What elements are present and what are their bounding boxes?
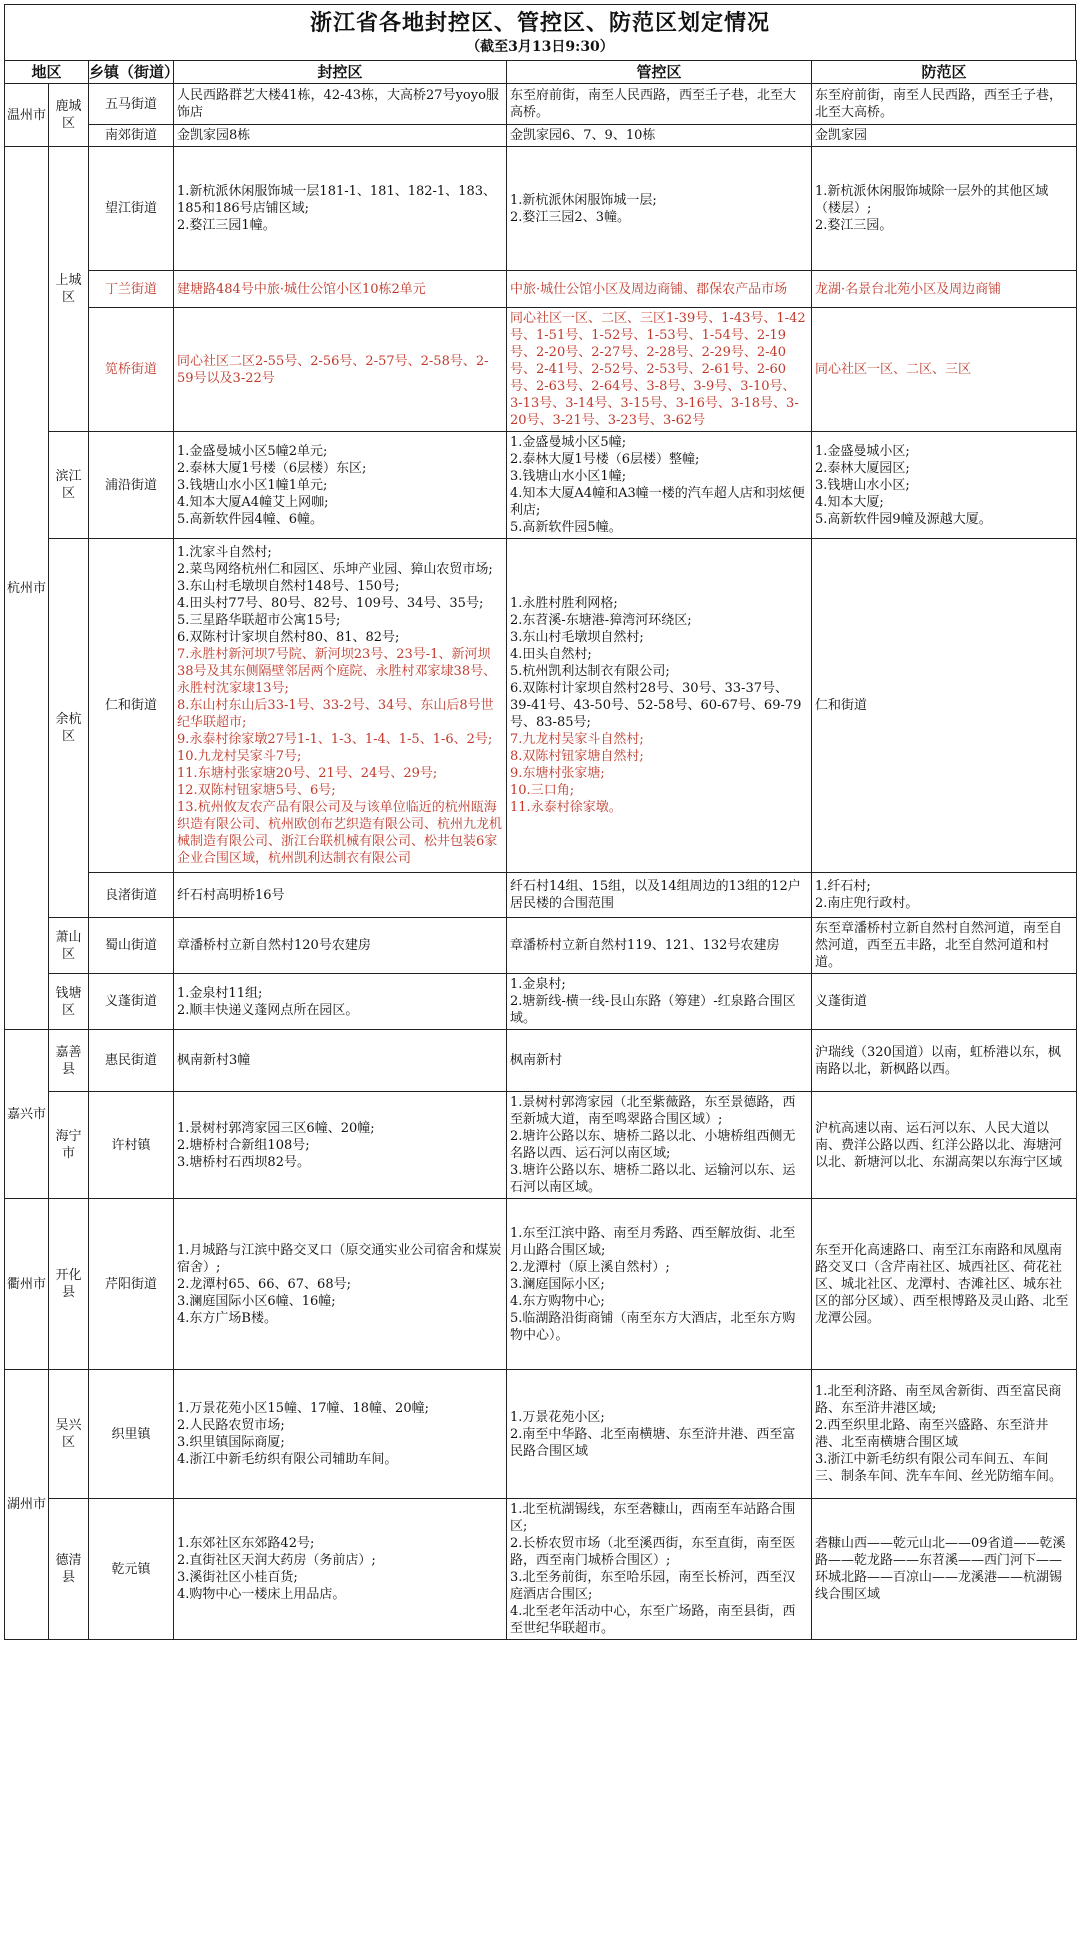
zone-line: 3.东山村毛墩坝自然村; (510, 630, 644, 645)
guankong-cell (507, 539, 812, 873)
zone-line: 4.知本大厦A4幢和A3幢一楼的汽车超人店和羽炫便利店; (510, 486, 805, 518)
town-cell: 五马街道 (89, 84, 174, 125)
zone-line: 2.西至织里北路、南至兴盛路、东至浒井港、北至南横塘合围区域 (815, 1418, 1049, 1450)
zone-line: 6.双陈村计家坝自然村28号、30号、33-37号、39-41号、43-50号、52-58号、60-67号、69-79号、83-85号; (510, 681, 802, 730)
zone-line: 人民西路群艺大楼41栋，42-43栋，大高桥27号yoyo服饰店 (177, 88, 499, 120)
zone-line: 1.金盛曼城小区5幢; (510, 435, 627, 450)
zone-line: 2.婺江三园1幢。 (177, 218, 276, 233)
zone-line: 2.直街社区天润大药房（务前店）; (177, 1553, 376, 1568)
city-cell: 衢州市 (5, 1199, 49, 1370)
zone-line: 章潘桥村立新自然村119、121、132号农建房 (510, 938, 780, 953)
zone-line: 1.东郊社区东郊路42号; (177, 1536, 315, 1551)
header-region: 地区 (5, 61, 89, 84)
table-row (5, 84, 1077, 125)
guankong-cell (507, 1199, 812, 1370)
zone-line: 1.北至杭湖锡线，东至砻糠山，西南至车站路合围区; (510, 1502, 796, 1534)
table-row (5, 539, 1077, 873)
zone-line: 10.三口角; (510, 783, 575, 798)
table-row (5, 125, 1077, 147)
guankong-cell (507, 432, 812, 539)
zone-line: 4.东方购物中心; (510, 1293, 605, 1309)
fangfan-cell (812, 1199, 1077, 1370)
zone-line: 3.东山村毛墩坝自然村148号、150号; (177, 579, 400, 594)
fengkong-cell (174, 1370, 507, 1499)
fangfan-cell (812, 1092, 1077, 1199)
fengkong-cell (174, 918, 507, 974)
city-cell: 温州市 (5, 84, 49, 147)
zone-line: 2.塘新线-横一线-艮山东路（筹建）-红泉路合围区域。 (510, 994, 796, 1026)
fangfan-cell (812, 539, 1077, 873)
zone-line: 2.东苕溪-东塘港-獐湾河环绕区; (510, 613, 692, 628)
table-row (5, 1499, 1077, 1640)
fengkong-cell (174, 432, 507, 539)
zone-line: 5.高新软件园9幢及源越大厦。 (815, 511, 992, 527)
guankong-cell (507, 1030, 812, 1092)
zone-line: 11.东塘村张家塘20号、21号、24号、29号; (177, 766, 438, 781)
zone-line: 1.月城路与江滨中路交叉口（原交通实业公司宿舍和煤炭宿舍）; (177, 1242, 502, 1275)
zone-line: 1.纤石村; (815, 879, 871, 894)
town-cell: 乾元镇 (89, 1499, 174, 1640)
guankong-cell (507, 918, 812, 974)
zone-line: 4.北至老年活动中心，东至广场路，南至县街，西至世纪华联超市。 (510, 1604, 796, 1636)
zone-line: 3.钱塘山水小区; (815, 477, 910, 493)
zone-line: 龙湖·名景台北苑小区及周边商铺 (815, 281, 1002, 297)
zone-line: 1.景树村郭湾家园三区6幢、20幢; (177, 1120, 375, 1136)
header-fengkong: 封控区 (174, 61, 507, 84)
zone-line: 纤石村高明桥16号 (177, 887, 285, 903)
district-cell: 滨江区 (49, 432, 89, 539)
town-cell: 浦沿街道 (89, 432, 174, 539)
zone-line: 3.浙江中新毛纺织有限公司车间五、车间三、制条车间、洗车车间、丝光防缩车间。 (815, 1452, 1063, 1484)
zone-line: 东至开化高速路口、南至江东南路和凤凰南路交叉口（含芹南社区、城西社区、荷花社区、城北社区、龙潭村、杏滩社区、城东社区的部分区域）、西至根博路及灵山路、北至龙潭公园。 (815, 1242, 1069, 1326)
town-cell: 丁兰街道 (89, 271, 174, 308)
city-cell: 嘉兴市 (5, 1030, 49, 1199)
table-row (5, 1199, 1077, 1370)
zone-line: 4.田头自然村; (510, 647, 592, 662)
zone-line: 枫南新村3幢 (177, 1053, 251, 1068)
zone-line: 金凯家园8栋 (177, 128, 251, 143)
table-header-row (5, 61, 1077, 84)
town-cell: 笕桥街道 (89, 308, 174, 432)
zone-line: 7.九龙村吴家斗自然村; (510, 732, 644, 747)
header-town: 乡镇（街道） (89, 61, 174, 84)
district-cell: 德清县 (49, 1499, 89, 1640)
zone-line: 8.东山村东山后33-1号、33-2号、34号、东山后8号世纪华联超市; (177, 698, 494, 730)
zone-line: 3.塘许公路以东、塘桥二路以北、运输河以东、运石河以南区域。 (510, 1163, 796, 1195)
district-cell: 鹿城区 (49, 84, 89, 147)
zone-line: 2.婺江三园2、3幢。 (510, 209, 630, 225)
table-row (5, 1030, 1077, 1092)
zone-line: 1.新杭派休闲服饰城一层181-1、181、182-1、183、185和186号店铺区域; (177, 184, 496, 216)
fengkong-cell (174, 125, 507, 147)
fangfan-cell (812, 125, 1077, 147)
district-cell: 余杭区 (49, 539, 89, 918)
zone-line: 沪杭高速以南、运石河以东、人民大道以南、费洋公路以西、红洋公路以北、海塘河以北、新塘河以北、东湖高架以东海宁区域 (815, 1120, 1063, 1170)
town-cell: 织里镇 (89, 1370, 174, 1499)
zone-line: 1.金盛曼城小区; (815, 443, 910, 459)
town-cell: 南郊街道 (89, 125, 174, 147)
zone-line: 3.钱塘山水小区1幢; (510, 469, 627, 484)
fengkong-cell (174, 308, 507, 432)
table-row (5, 147, 1077, 271)
table-row (5, 1092, 1077, 1199)
fangfan-cell (812, 873, 1077, 918)
zone-line: 建塘路484号中旅·城仕公馆小区10栋2单元 (177, 281, 426, 297)
zone-line: 同心社区一区、二区、三区 (815, 362, 972, 377)
fangfan-cell (812, 84, 1077, 125)
zone-line: 1.金盛曼城小区5幢2单元; (177, 443, 328, 459)
zone-line: 8.双陈村钮家塘自然村; (510, 749, 644, 764)
town-cell: 惠民街道 (89, 1030, 174, 1092)
fengkong-cell (174, 271, 507, 308)
guankong-cell (507, 271, 812, 308)
city-cell: 湖州市 (5, 1370, 49, 1640)
fangfan-cell (812, 974, 1077, 1030)
document-sheet (4, 4, 1076, 1640)
zone-line: 5.高新软件园5幢。 (510, 520, 622, 535)
guankong-cell (507, 1499, 812, 1640)
zone-line: 3.塘桥村石西坝82号。 (177, 1154, 310, 1170)
town-cell: 芹阳街道 (89, 1199, 174, 1370)
zone-line: 1.新杭派休闲服饰城一层; (510, 192, 657, 208)
fengkong-cell (174, 1199, 507, 1370)
table-row (5, 1370, 1077, 1499)
zone-line: 东至府前街，南至人民西路，西至壬子巷，北至大高桥。 (510, 88, 797, 120)
zone-line: 2.菜鸟网络杭州仁和园区、乐坤产业园、獐山农贸市场; (177, 562, 493, 577)
town-cell: 许村镇 (89, 1092, 174, 1199)
table-row (5, 271, 1077, 308)
fengkong-cell (174, 1092, 507, 1199)
zone-table (4, 60, 1077, 1640)
zone-line: 2.塘桥村合新组108号; (177, 1137, 310, 1153)
header-fangfan: 防范区 (812, 61, 1077, 84)
zone-line: 2.泰林大厦园区; (815, 460, 910, 476)
zone-line: 5.高新软件园4幢、6幢。 (177, 511, 323, 527)
table-row (5, 308, 1077, 432)
zone-line: 5.三星路华联超市公寓15号; (177, 613, 341, 628)
zone-line: 1.北至利济路、南至凤舍新街、西至富民商路、东至浒井港区域; (815, 1384, 1062, 1416)
zone-line: 1.万景花苑小区; (510, 1409, 605, 1425)
zone-line: 3.织里镇国际商厦; (177, 1435, 285, 1450)
zone-line: 沪瑞线（320国道）以南，虹桥港以东，枫南路以北，新枫路以西。 (815, 1044, 1061, 1077)
town-cell: 义蓬街道 (89, 974, 174, 1030)
zone-line: 2.龙潭村65、66、67、68号; (177, 1276, 351, 1292)
zone-line: 枫南新村 (510, 1053, 563, 1068)
guankong-cell (507, 84, 812, 125)
zone-line: 3.澜庭国际小区6幢、16幢; (177, 1293, 336, 1309)
town-cell: 仁和街道 (89, 539, 174, 873)
zone-line: 中旅·城仕公馆小区及周边商铺、郡保农产品市场 (510, 281, 788, 297)
guankong-cell (507, 147, 812, 271)
fengkong-cell (174, 147, 507, 271)
zone-line: 4.知本大厦; (815, 494, 884, 510)
title-box (4, 4, 1076, 60)
guankong-cell (507, 1370, 812, 1499)
town-cell: 蜀山街道 (89, 918, 174, 974)
zone-line: 4.购物中心一楼床上用品店。 (177, 1587, 346, 1602)
zone-line: 2.泰林大厦1号楼（6层楼）东区; (177, 460, 367, 476)
table-row (5, 918, 1077, 974)
zone-line: 金凯家园6、7、9、10栋 (510, 128, 656, 143)
zone-line: 仁和街道 (815, 698, 868, 713)
fangfan-cell (812, 1370, 1077, 1499)
zone-line: 1.万景花苑小区15幢、17幢、18幢、20幢; (177, 1401, 429, 1416)
fengkong-cell (174, 1499, 507, 1640)
guankong-cell (507, 873, 812, 918)
zone-line: 1.东至江滨中路、南至月秀路、西至解放街、北至月山路合围区域; (510, 1225, 796, 1258)
fengkong-cell (174, 873, 507, 918)
zone-line: 1.沈家斗自然村; (177, 545, 272, 560)
zone-line: 3.北至务前街，东至哈乐园，南至长桥河，西至汉庭酒店合围区; (510, 1570, 796, 1602)
zone-line: 2.南至中华路、北至南横塘、东至浒井港、西至富民路合围区域 (510, 1426, 796, 1459)
zone-line: 4.知本大厦A4幢艾上网咖; (177, 494, 329, 510)
zone-line: 金凯家园 (815, 128, 868, 143)
district-cell: 钱塘区 (49, 974, 89, 1030)
town-cell: 望江街道 (89, 147, 174, 271)
district-cell: 嘉善县 (49, 1030, 89, 1092)
page-subtitle: （截至3月13日9:30） (466, 39, 614, 55)
page-title: 浙江省各地封控区、管控区、防范区划定情况 (309, 10, 770, 36)
fangfan-cell (812, 918, 1077, 974)
zone-line: 3.钱塘山水小区1幢1单元; (177, 477, 328, 493)
zone-line: 2.顺丰快递义蓬网点所在园区。 (177, 1002, 359, 1018)
zone-line: 1.金泉村11组; (177, 985, 263, 1001)
table-row (5, 432, 1077, 539)
zone-line: 2.塘许公路以东、塘桥二路以北、小塘桥组西侧无名路以西、运石河以南区域; (510, 1129, 796, 1161)
guankong-cell (507, 125, 812, 147)
zone-line: 13.杭州攸友农产品有限公司及与该单位临近的杭州瓯海织造有限公司、杭州欧创布艺织造有限公司、杭州九龙机械制造有限公司、浙江台联机械有限公司、松井包装6家企业合围区域，杭州凯利达制衣有限公司 (177, 800, 503, 866)
fangfan-cell (812, 432, 1077, 539)
fangfan-cell (812, 1030, 1077, 1092)
zone-line: 3.溪街社区小桂百货; (177, 1570, 298, 1585)
fengkong-cell (174, 974, 507, 1030)
zone-line: 5.临湖路沿街商铺（南至东方大酒店，北至东方购物中心）。 (510, 1310, 796, 1343)
district-cell: 上城区 (49, 147, 89, 432)
fangfan-cell (812, 308, 1077, 432)
zone-line: 义蓬街道 (815, 994, 868, 1009)
zone-line: 12.双陈村钮家塘5号、6号; (177, 783, 336, 798)
zone-line: 2.龙潭村（原上溪自然村）; (510, 1259, 670, 1275)
zone-line: 东至府前街，南至人民西路，西至壬子巷，北至大高桥。 (815, 88, 1063, 120)
guankong-cell (507, 308, 812, 432)
zone-line: 10.九龙村吴家斗7号; (177, 749, 302, 764)
zone-line: 11.永泰村徐家墩。 (510, 800, 622, 815)
table-body (5, 84, 1077, 1640)
zone-line: 4.东方广场B楼。 (177, 1310, 277, 1326)
zone-line: 2.婺江三园。 (815, 218, 893, 233)
zone-line: 纤石村14组、15组，以及14组周边的13组的12户居民楼的合围范围 (510, 879, 801, 911)
city-cell: 杭州市 (5, 147, 49, 1030)
zone-line: 砻糠山西——乾元山北——09省道——乾溪路——乾龙路——东苕溪——西门河下——环城北路——百凉山——龙溪港——杭湖锡线合围区域 (815, 1536, 1066, 1602)
zone-line: 1.永胜村胜利网格; (510, 596, 618, 611)
zone-line: 4.田头村77号、80号、82号、109号、34号、35号; (177, 596, 484, 611)
zone-line: 同心社区二区2-55号、2-56号、2-57号、2-58号、2-59号以及3-22号 (177, 353, 489, 386)
zone-line: 7.永胜村新河坝7号院、新河坝23号、23号-1、新河坝38号及其东侧隔壁邻居两个庭院、永胜村邓家埭38号、永胜村沈家埭13号; (177, 647, 497, 696)
zone-line: 章潘桥村立新自然村120号农建房 (177, 938, 371, 953)
zone-line: 2.泰林大厦1号楼（6层楼）整幢; (510, 452, 700, 467)
fengkong-cell (174, 1030, 507, 1092)
table-row (5, 873, 1077, 918)
district-cell: 吴兴区 (49, 1370, 89, 1499)
guankong-cell (507, 1092, 812, 1199)
zone-line: 1.新杭派休闲服饰城除一层外的其他区域（楼层）; (815, 184, 1049, 216)
fangfan-cell (812, 1499, 1077, 1640)
zone-line: 6.双陈村计家坝自然村80、81、82号; (177, 630, 400, 645)
zone-line: 9.永泰村徐家墩27号1-1、1-3、1-4、1-5、1-6、2号; (177, 732, 493, 747)
table-row (5, 974, 1077, 1030)
zone-line: 东至章潘桥村立新自然村自然河道，南至自然河道，西至五丰路，北至自然河道和村道。 (815, 921, 1063, 970)
fangfan-cell (812, 271, 1077, 308)
zone-line: 2.人民路农贸市场; (177, 1418, 285, 1433)
fangfan-cell (812, 147, 1077, 271)
fengkong-cell (174, 539, 507, 873)
header-guankong: 管控区 (507, 61, 812, 84)
zone-line: 4.浙江中新毛纺织有限公司辅助车间。 (177, 1452, 398, 1467)
district-cell: 海宁市 (49, 1092, 89, 1199)
district-cell: 开化县 (49, 1199, 89, 1370)
zone-line: 同心社区一区、二区、三区1-39号、1-43号、1-42号、1-51号、1-52号、1-53号、1-54号、2-19号、2-20号、2-27号、2-28号、2-29号、2-40号、2-41号、2-52号、2-53号、2-61号、2-60号、2-63号、2-64号、3-8号、3-9号、3-10号、3-13号、3-14号、3-15号、3-16号、3-18号、3-20号、3-21号、3-23号、3-62号 (510, 311, 806, 428)
zone-line: 3.澜庭国际小区; (510, 1276, 605, 1292)
zone-line: 1.景树村郭湾家园（北至紫薇路，东至景德路，西至新城大道，南至鸣翠路合围区域）; (510, 1095, 796, 1127)
zone-line: 2.长桥农贸市场（北至溪西街，东至直街，南至医路，西至南门城桥合围区）; (510, 1536, 796, 1568)
zone-line: 1.金泉村; (510, 977, 566, 992)
zone-line: 5.杭州凯利达制衣有限公司; (510, 664, 670, 679)
fengkong-cell (174, 84, 507, 125)
district-cell: 萧山区 (49, 918, 89, 974)
guankong-cell (507, 974, 812, 1030)
zone-line: 9.东塘村张家塘; (510, 766, 605, 781)
town-cell: 良渚街道 (89, 873, 174, 918)
zone-line: 2.南庄兜行政村。 (815, 896, 919, 911)
